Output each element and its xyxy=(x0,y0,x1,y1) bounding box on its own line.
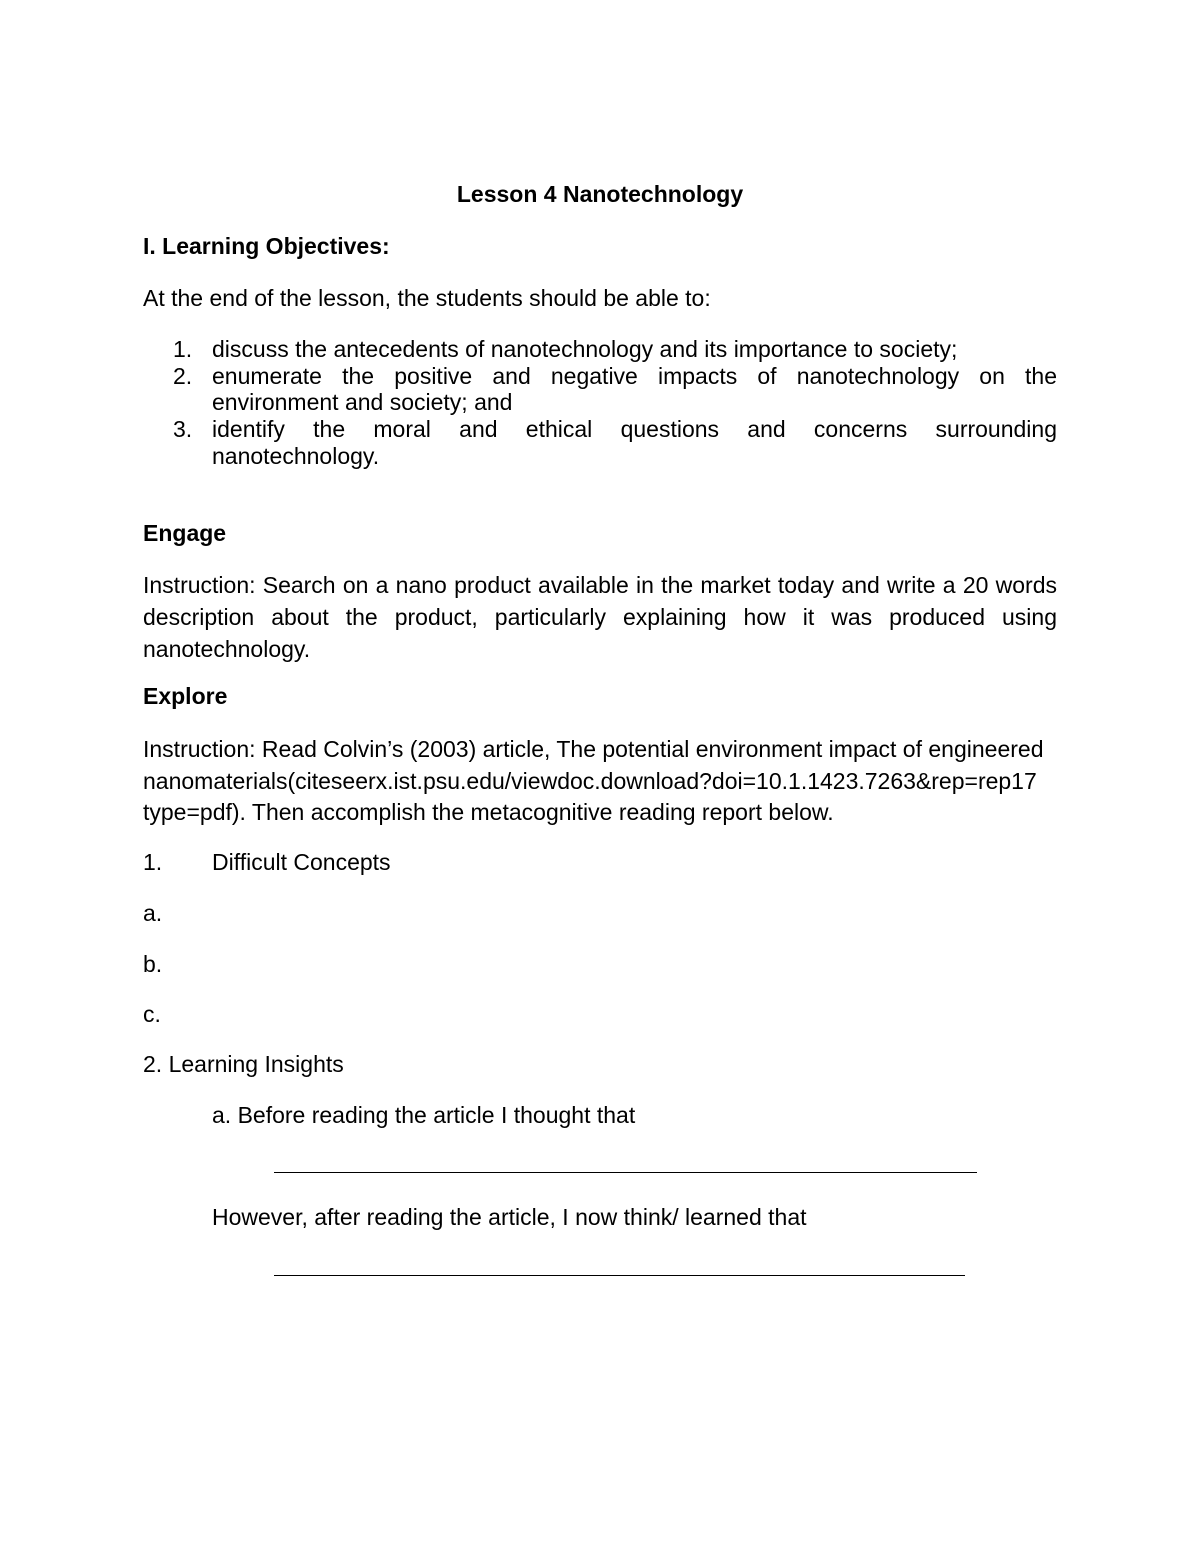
list-item-text: discuss the antecedents of nanotechnology and its importance to society; xyxy=(212,336,958,362)
list-item-number: 2. xyxy=(173,363,193,389)
engage-line: Instruction: Search on a nano product available in the market today and write a 20 words xyxy=(143,572,1057,598)
explore-line: Instruction: Read Colvin’s (2003) article, The potential environment impact of engineered xyxy=(143,736,1044,762)
objectives-intro: At the end of the lesson, the students should be able to: xyxy=(143,285,711,311)
report-item1-number: 1. xyxy=(143,849,163,875)
list-item-number: 1. xyxy=(173,336,193,362)
report-item-b: b. xyxy=(143,951,163,977)
before-answer-line[interactable] xyxy=(274,1172,977,1173)
after-answer-line[interactable] xyxy=(274,1275,965,1276)
explore-line: nanomaterials(citeseerx.ist.psu.edu/viewdoc.download?doi=10.1.1423.7263&rep=rep17 xyxy=(143,768,1037,794)
before-reading-prompt: a. Before reading the article I thought that xyxy=(212,1102,636,1128)
list-item-text-continued: nanotechnology. xyxy=(212,443,380,469)
explore-line: type=pdf). Then accomplish the metacognitive reading report below. xyxy=(143,799,834,825)
engage-heading: Engage xyxy=(143,520,227,546)
objectives-heading: I. Learning Objectives: xyxy=(143,233,390,259)
report-item2-label: 2. Learning Insights xyxy=(143,1051,344,1077)
list-item-text-continued: environment and society; and xyxy=(212,389,513,415)
engage-line: description about the product, particularly explaining how it was produced using xyxy=(143,604,1057,630)
explore-heading: Explore xyxy=(143,683,228,709)
report-item1-label: Difficult Concepts xyxy=(212,849,391,875)
report-item-c: c. xyxy=(143,1001,161,1027)
list-item-text: enumerate the positive and negative impacts of nanotechnology on the xyxy=(212,363,1057,389)
page-title: Lesson 4 Nanotechnology xyxy=(456,181,744,207)
list-item-number: 3. xyxy=(173,416,193,442)
report-item-a: a. xyxy=(143,900,163,926)
engage-line: nanotechnology. xyxy=(143,636,311,662)
list-item-text: identify the moral and ethical questions and concerns surrounding xyxy=(212,416,1057,442)
after-reading-prompt: However, after reading the article, I now think/ learned that xyxy=(212,1204,807,1230)
